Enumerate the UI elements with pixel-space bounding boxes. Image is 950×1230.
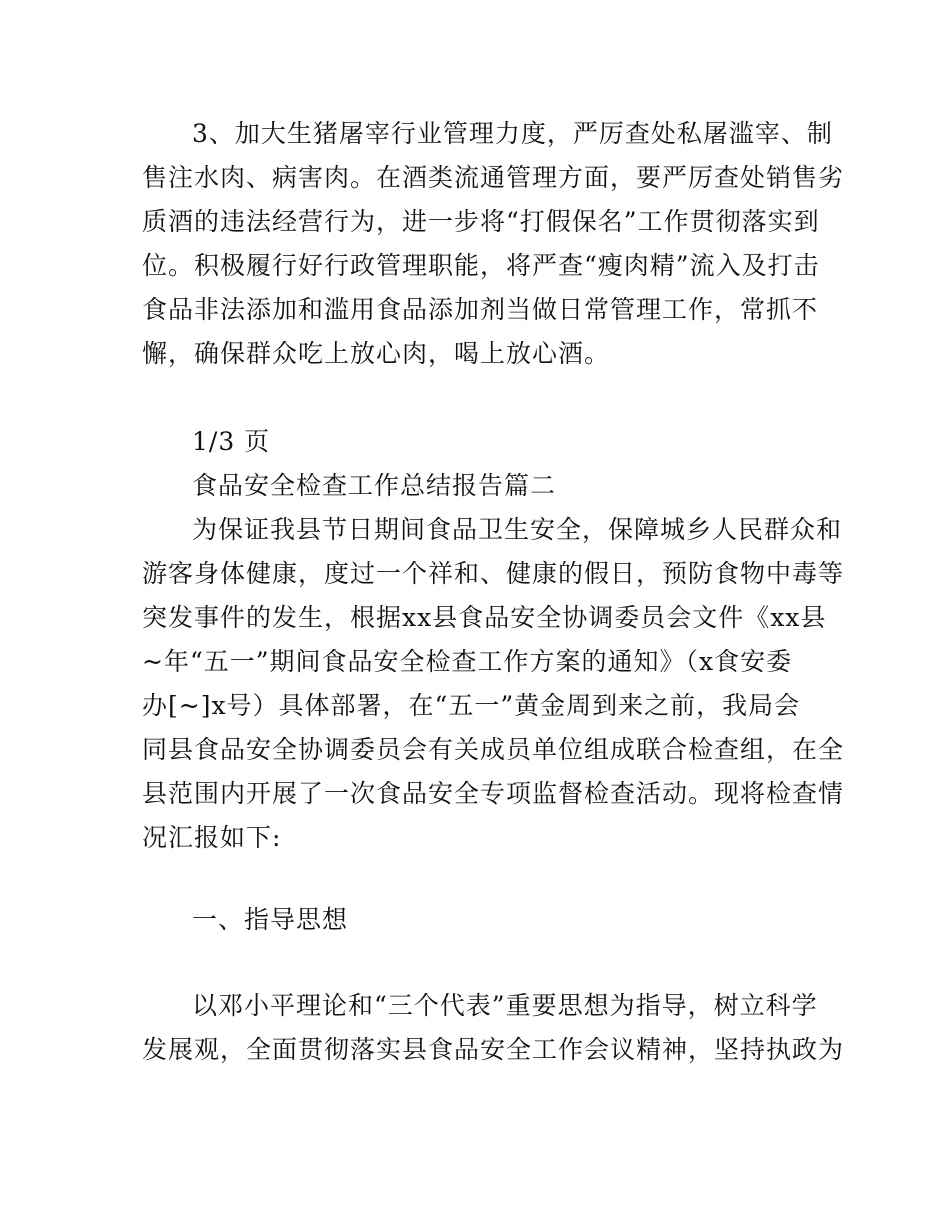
- section3-line-4: 位。积极履行好行政管理职能，将严查“瘦肉精”流入及打击: [142, 251, 820, 280]
- section3-line-5: 食品非法添加和滥用食品添加剂当做日常管理工作，常抓不: [142, 295, 819, 324]
- section3-line-6: 懈，确保群众吃上放心肉，喝上放心酒。: [142, 339, 611, 368]
- intro-line-6: 同县食品安全协调委员会有关成员单位组成联合检查组，在全: [142, 735, 845, 764]
- guidance-line-1: 以邓小平理论和“三个代表”重要思想为指导，树立科学: [192, 991, 818, 1020]
- intro-line-4: ~年“五一”期间食品安全检查工作方案的通知》（x食安委: [142, 647, 793, 676]
- section-heading: 一、指导思想: [192, 905, 349, 934]
- section3-line-3: 质酒的违法经营行为，进一步将“打假保名”工作贯彻落实到: [142, 207, 820, 236]
- guidance-line-2: 发展观，全面贯彻落实县食品安全工作会议精神，坚持执政为: [142, 1035, 845, 1064]
- article-title: 食品安全检查工作总结报告篇二: [192, 471, 557, 500]
- intro-line-2: 游客身体健康，度过一个祥和、健康的假日，预防食物中毒等: [142, 559, 845, 588]
- intro-line-3: 突发事件的发生，根据xx县食品安全协调委员会文件《xx县: [142, 603, 827, 632]
- page-number: 1/3 页: [192, 427, 271, 456]
- intro-line-7: 县范围内开展了一次食品安全专项监督检查活动。现将检查情: [142, 779, 845, 808]
- section3-line-1: 3、加大生猪屠宰行业管理力度，严厉查处私屠滥宰、制: [192, 119, 833, 148]
- intro-line-5: 办[~]x号）具体部署，在“五一”黄金周到来之前，我局会: [142, 691, 801, 720]
- intro-line-1: 为保证我县节日期间食品卫生安全，保障城乡人民群众和: [192, 515, 843, 544]
- section3-line-2: 售注水肉、病害肉。在酒类流通管理方面，要严厉查处销售劣: [142, 163, 845, 192]
- intro-line-8: 况汇报如下:: [142, 823, 282, 852]
